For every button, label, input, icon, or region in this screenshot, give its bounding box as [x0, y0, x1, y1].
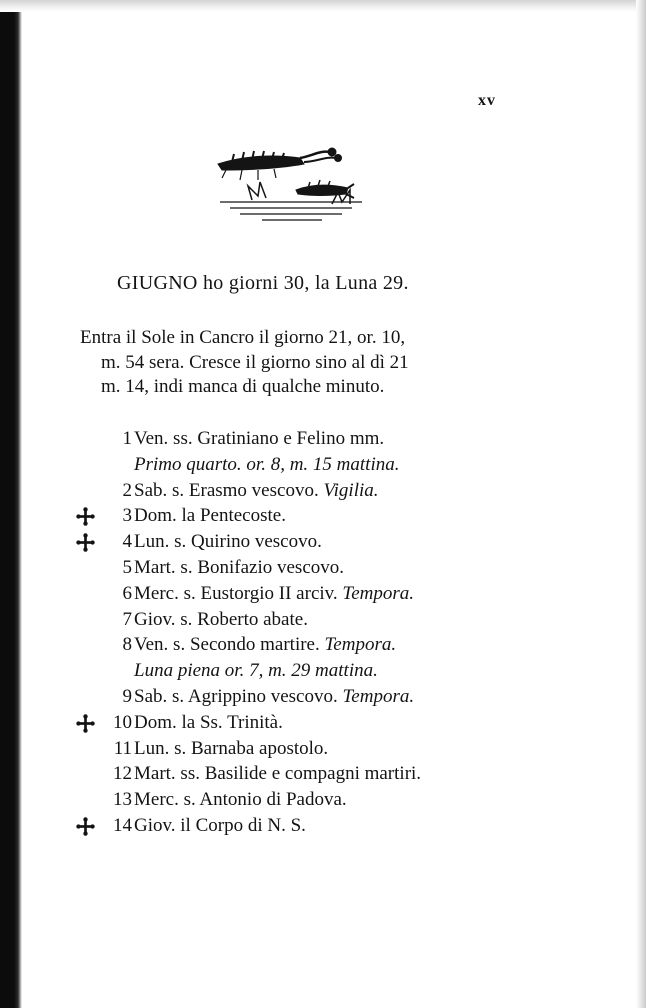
- cross-fleury-icon: [76, 714, 95, 733]
- scan-right-edge: [636, 0, 646, 1008]
- day-number: 9: [122, 685, 132, 707]
- day-note: Tempora.: [342, 685, 415, 707]
- day-saint: Merc. s. Antonio di Padova.: [134, 789, 347, 811]
- day-note: Tempora.: [324, 634, 397, 656]
- day-text: [134, 426, 384, 452]
- day-note: Tempora.: [342, 582, 415, 604]
- day-saint: Mart. ss. Basilide e compagni martiri.: [134, 763, 422, 785]
- day-number: 4: [122, 531, 132, 553]
- intro-line: m. 54 sera. Cresce il giorno sino al dì 21: [101, 351, 409, 373]
- page-number: xv: [478, 92, 496, 109]
- day-saint: Sab. s. Agrippino vescovo.: [134, 685, 338, 707]
- month-heading: GIUGNO ho giorni 30, la Luna 29.: [117, 272, 409, 294]
- scan-left-edge: [0, 0, 22, 1008]
- day-number: 1: [122, 428, 132, 449]
- day-number: 10: [113, 711, 132, 733]
- day-number: 8: [122, 634, 132, 656]
- day-saint: Mart. s. Bonifazio vescovo.: [134, 556, 345, 578]
- intro-line: m. 14, indi manca di qualche minuto.: [101, 376, 385, 397]
- intro-line: Entra il Sole in Cancro il giorno 21, or. 10,: [80, 327, 406, 348]
- day-text: [134, 684, 414, 710]
- scan-top-edge: [0, 0, 646, 12]
- crayfish-vignette-icon: [212, 140, 362, 226]
- day-text: [134, 787, 347, 813]
- day-saint: Dom. la Pentecoste.: [134, 505, 286, 527]
- day-saint: Lun. s. Barnaba apostolo.: [134, 737, 329, 759]
- day-saint: Ven. ss. Gratiniano e Felino mm.: [134, 428, 385, 449]
- day-number: 13: [113, 789, 132, 811]
- day-number: 14: [113, 814, 132, 836]
- day-number: 5: [122, 556, 132, 578]
- cross-fleury-icon: [76, 533, 95, 552]
- day-saint: Giov. il Corpo di N. S.: [134, 814, 306, 836]
- day-number: 2: [122, 479, 132, 501]
- day-text: [134, 813, 306, 839]
- intro-paragraph: [80, 326, 409, 400]
- day-text: [134, 478, 379, 504]
- day-text: [134, 736, 328, 762]
- moon-phase-text: Primo quarto. or. 8, m. 15 mattina.: [134, 453, 400, 475]
- day-text: [134, 581, 414, 607]
- day-text: [134, 503, 286, 529]
- day-saint: Ven. s. Secondo martire.: [134, 634, 320, 656]
- cross-fleury-icon: [76, 507, 95, 526]
- day-text: [134, 761, 421, 787]
- day-number: 3: [122, 505, 132, 527]
- moon-phase-text: Luna piena or. 7, m. 29 mattina.: [134, 660, 378, 682]
- day-text: [134, 632, 396, 658]
- day-number: 11: [113, 737, 132, 759]
- day-saint: Merc. s. Eustorgio II arciv.: [134, 582, 338, 604]
- day-note: Vigilia.: [323, 479, 379, 501]
- day-text: [134, 529, 322, 555]
- day-text: [134, 555, 344, 581]
- day-text: [134, 607, 308, 633]
- day-text: [134, 710, 283, 736]
- day-number: 7: [122, 608, 132, 630]
- day-saint: Lun. s. Quirino vescovo.: [134, 531, 322, 553]
- day-saint: Giov. s. Roberto abate.: [134, 608, 308, 630]
- day-number: 12: [113, 763, 132, 785]
- cross-fleury-icon: [76, 817, 95, 836]
- day-saint: Dom. la Ss. Trinità.: [134, 711, 283, 733]
- day-number: 6: [122, 582, 132, 604]
- day-saint: Sab. s. Erasmo vescovo.: [134, 479, 319, 501]
